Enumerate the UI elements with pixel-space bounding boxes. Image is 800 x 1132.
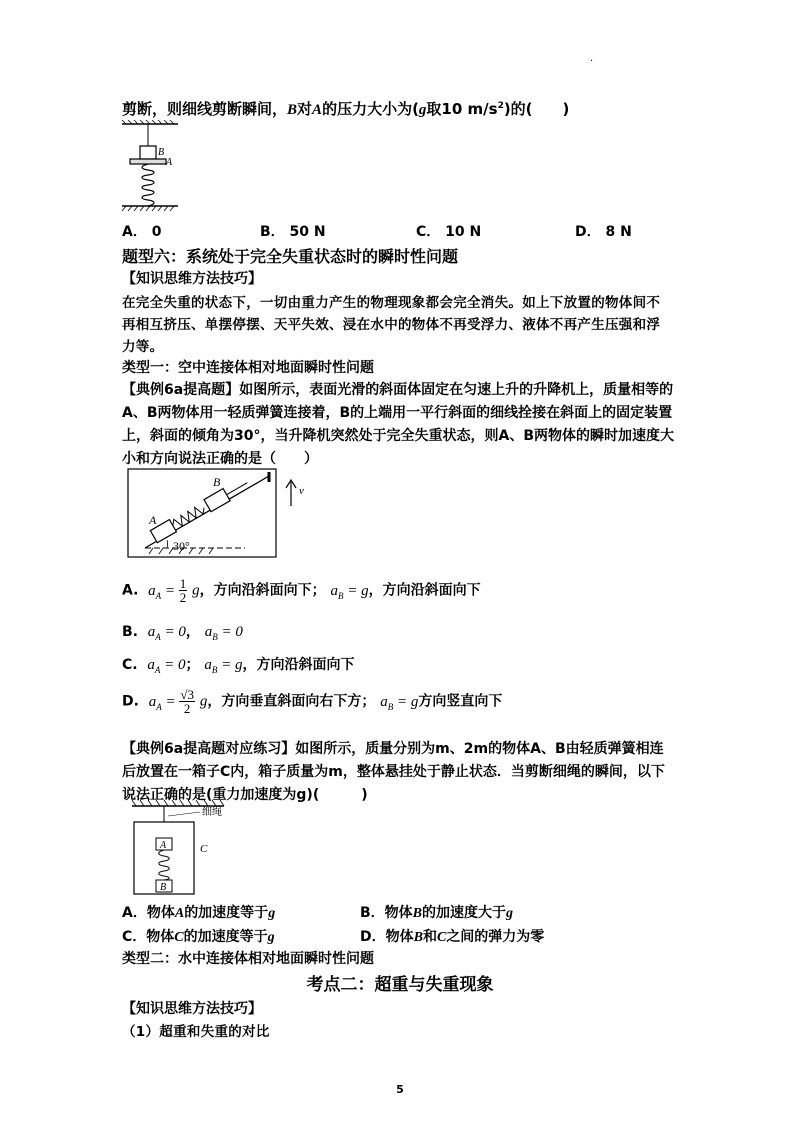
- svg-text:B: B: [158, 147, 165, 158]
- option-d: D. $a_A$ = $\frac{√3}{2}$ g，方向垂直斜面向右下方； $a_B = g$方向竖直向下: [122, 687, 503, 716]
- svg-text:A: A: [149, 513, 157, 527]
- svg-text:细绳: 细绳: [202, 807, 222, 818]
- example-text-line: 【典例6a提高题】如图所示，表面光滑的斜面体固定在匀速上升的升降机上，质量相等的: [122, 382, 674, 398]
- section-title: 题型六：系统处于完全失重状态时的瞬时性问题: [122, 247, 459, 266]
- option-d: D． 8 N: [575, 224, 632, 240]
- example-text-line: A、B两物体用一轻质弹簧连接着，B的上端用一平行斜面的细线拴接在斜面上的固定装置: [122, 405, 673, 421]
- option-a: A．物体A的加速度等于g: [122, 905, 276, 921]
- option-a: A. $a_A$ = $\frac{1}{2}$ g，方向沿斜面向下； $a_B = g$，方向沿斜面向下: [122, 576, 481, 605]
- option-c: C． 10 N: [416, 224, 482, 240]
- question-stem: 剪断，则细线剪断瞬间，B对A的压力大小为(g取10 $m/s^2$)的( ): [122, 100, 570, 118]
- practice-text-line: 【典例6a提高题对应练习】如图所示，质量分别为m、2m的物体A、B由轻质弹簧相连: [122, 741, 664, 757]
- option-b: B．物体B的加速度大于g: [360, 905, 514, 921]
- practice-text-line: 后放置在一箱子C内，箱子质量为m，整体悬挂处于静止状态．当剪断细绳的瞬间，以下: [122, 764, 665, 780]
- option-d: D．物体B和C之间的弹力为零: [360, 929, 545, 945]
- option-b: B. $a_A = 0$， $a_B = 0$: [122, 624, 243, 642]
- type-title: 类型二：水中连接体相对地面瞬时性问题: [122, 951, 374, 967]
- incline-figure: [125, 466, 325, 561]
- page-number: 5: [396, 1083, 404, 1096]
- spring-blocks-figure: [120, 120, 190, 212]
- skill-heading: 【知识思维方法技巧】: [122, 1001, 262, 1017]
- option-c: C．物体C的加速度等于g: [122, 929, 275, 945]
- skill-text-line: 再相互挤压、单摆停摆、天平失效、浸在水中的物体不再受浮力、液体不再产生压强和浮: [122, 317, 661, 333]
- subheading: （1）超重和失重的对比: [122, 1024, 270, 1040]
- skill-text-line: 在完全失重的状态下，一切由重力产生的物理现象都会完全消失。如上下放置的物体间不: [122, 295, 661, 311]
- option-a: A． 0: [122, 224, 162, 240]
- skill-heading: 【知识思维方法技巧】: [122, 271, 262, 287]
- skill-text-line: 力等。: [122, 339, 164, 355]
- box-spring-figure: [128, 800, 248, 896]
- svg-text:A: A: [166, 157, 173, 168]
- option-b: B． 50 N: [260, 224, 326, 240]
- svg-text:B: B: [213, 475, 221, 489]
- section-title: 考点二：超重与失重现象: [306, 975, 494, 995]
- type-title: 类型一：空中连接体相对地面瞬时性问题: [122, 360, 374, 376]
- practice-text-line: 说法正确的是(重力加速度为g)( ): [122, 787, 368, 803]
- example-text-line: 上，斜面的倾角为30°，当升降机突然处于完全失重状态，则A、B两物体的瞬时加速度大: [122, 428, 674, 444]
- svg-text:B: B: [160, 882, 167, 893]
- svg-text:A: A: [160, 840, 167, 851]
- svg-text:C: C: [200, 843, 208, 855]
- svg-text:v: v: [299, 485, 304, 497]
- option-c: C. $a_A = 0$； $a_B = g$，方向沿斜面向下: [122, 657, 355, 675]
- example-text-line: 小和方向说法正确的是（ ）: [122, 451, 318, 467]
- corner-mark: ·: [590, 56, 594, 67]
- svg-text:30°: 30°: [173, 539, 190, 553]
